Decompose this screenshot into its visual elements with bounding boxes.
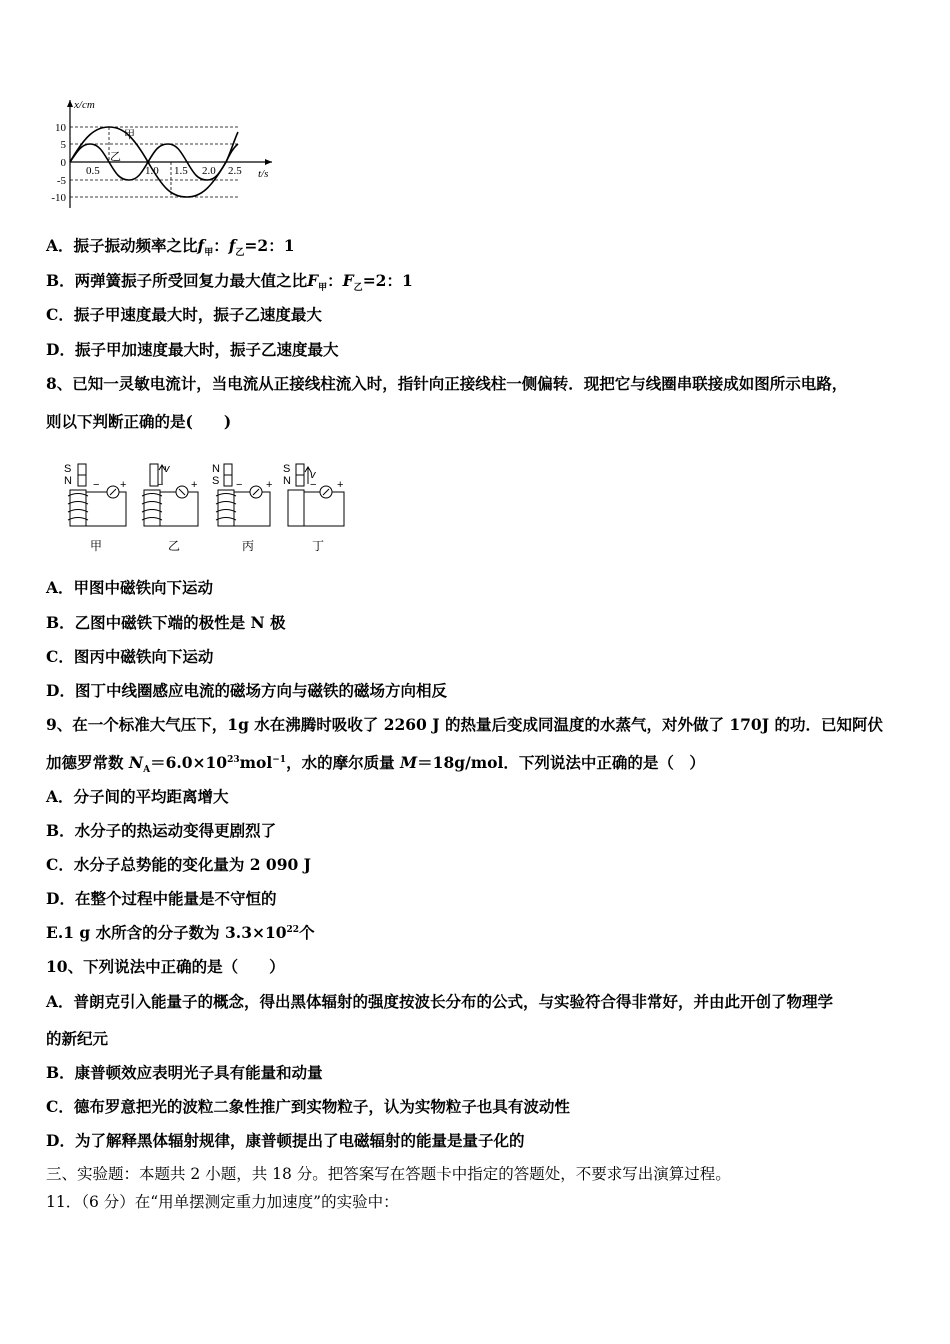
q8-option-d: D．图丁中线圈感应电流的磁场方向与磁铁的磁场方向相反 <box>46 681 447 700</box>
graph-ytick: 10 <box>55 122 66 134</box>
svg-text:N: N <box>64 475 72 487</box>
svg-text:N: N <box>212 463 220 475</box>
svg-text:S: S <box>64 463 72 475</box>
svg-text:+: + <box>191 479 198 491</box>
graph-ytick: -5 <box>56 175 66 187</box>
q7-option-c: C．振子甲速度最大时，振子乙速度最大 <box>46 305 322 324</box>
svg-text:+: + <box>337 479 344 491</box>
q9-stem-line1: 9、在一个标准大气压下，1g 水在沸腾时吸收了 2260 J 的热量后变成同温度的水蒸气，对外做了 170J 的功．已知阿伏 <box>46 715 883 734</box>
figure-label-jia: 甲 <box>90 539 103 553</box>
q8-stem-line2: 则以下判断正确的是( ) <box>46 412 232 431</box>
q10-option-d: D．为了解释黑体辐射规律，康普顿提出了电磁辐射的能量是量子化的 <box>46 1131 525 1150</box>
curve-label-yi: 乙 <box>110 150 121 163</box>
graph-ytick: -10 <box>51 192 66 204</box>
graph-ytick: 0 <box>60 157 66 169</box>
svg-text:−: − <box>310 479 317 491</box>
q9-stem-line2: 加德罗常数 $N_A=6.0\times 10^{23}mol^{-1}$，水的摩尔质量 M＝18g/mol．下列说法中正确的是（ ） <box>46 753 705 776</box>
q10-option-a-line2: 的新纪元 <box>46 1029 109 1048</box>
graph-xtick: 2.0 <box>202 165 216 177</box>
svg-text:+: + <box>120 479 127 491</box>
svg-text:−: − <box>157 479 164 491</box>
graph-xtick: 1.5 <box>174 165 188 177</box>
graph-ytick: 5 <box>60 139 66 151</box>
q9-option-a: A．分子间的平均距离增大 <box>46 787 229 806</box>
q7-option-a: A．振子振动频率之比$f_甲$：$f_乙=2$：1 <box>46 236 295 259</box>
svg-text:N: N <box>283 475 291 487</box>
q10-stem: 10、下列说法中正确的是（ ） <box>46 957 285 976</box>
graph-xtick: 1.0 <box>145 165 159 177</box>
svg-text:−: − <box>93 479 100 491</box>
graph-xtick: 2.5 <box>228 165 242 177</box>
curve-label-jia: 甲 <box>124 128 135 141</box>
q8-option-b: B．乙图中磁铁下端的极性是 N 极 <box>46 613 286 632</box>
svg-text:v: v <box>310 469 316 481</box>
graph-y-label: x/cm <box>74 99 95 111</box>
wave-graph <box>40 96 290 214</box>
svg-text:S: S <box>212 475 220 487</box>
q9-option-d: D．在整个过程中能量是不守恒的 <box>46 889 277 908</box>
section-3-heading: 三、实验题：本题共 2 小题，共 18 分。把答案写在答题卡中指定的答题处，不要求写出演算过程。 <box>46 1165 731 1183</box>
svg-text:v: v <box>164 463 170 475</box>
q7-option-b: B．两弹簧振子所受回复力最大值之比$F_甲$：$F_乙=2$：1 <box>46 271 413 294</box>
figure-label-ding: 丁 <box>312 539 325 553</box>
coil-circuit-figure <box>58 460 358 556</box>
q8-stem-line1: 8、已知一灵敏电流计，当电流从正接线柱流入时，指针向正接线柱一侧偏转．现把它与线圈串联接成如图所示电路， <box>46 374 848 393</box>
q7-option-d: D．振子甲加速度最大时，振子乙速度最大 <box>46 340 339 359</box>
q10-option-a-line1: A．普朗克引入能量子的概念，得出黑体辐射的强度按波长分布的公式，与实验符合得非常好，并由此开创了物理学 <box>46 992 834 1011</box>
q10-option-c: C．德布罗意把光的波粒二象性推广到实物粒子，认为实物粒子也具有波动性 <box>46 1097 570 1116</box>
q8-option-a: A．甲图中磁铁向下运动 <box>46 578 214 597</box>
q11-stem: 11．（6 分）在“用单摆测定重力加速度”的实验中： <box>46 1193 399 1211</box>
q8-option-c: C．图丙中磁铁向下运动 <box>46 647 214 666</box>
q9-option-e: E.1 g 水所含的分子数为 $3.3\times 10^{22}$个 <box>46 923 315 942</box>
q9-option-b: B．水分子的热运动变得更剧烈了 <box>46 821 277 840</box>
graph-x-label: t/s <box>258 168 269 180</box>
graph-xtick: 0.5 <box>86 165 100 177</box>
svg-text:−: − <box>236 479 243 491</box>
svg-text:+: + <box>266 479 273 491</box>
q10-option-b: B．康普顿效应表明光子具有能量和动量 <box>46 1063 323 1082</box>
figure-label-yi: 乙 <box>168 539 181 553</box>
q9-option-c: C．水分子总势能的变化量为 2 090 J <box>46 855 311 874</box>
svg-text:S: S <box>283 463 291 475</box>
figure-label-bing: 丙 <box>242 539 255 553</box>
